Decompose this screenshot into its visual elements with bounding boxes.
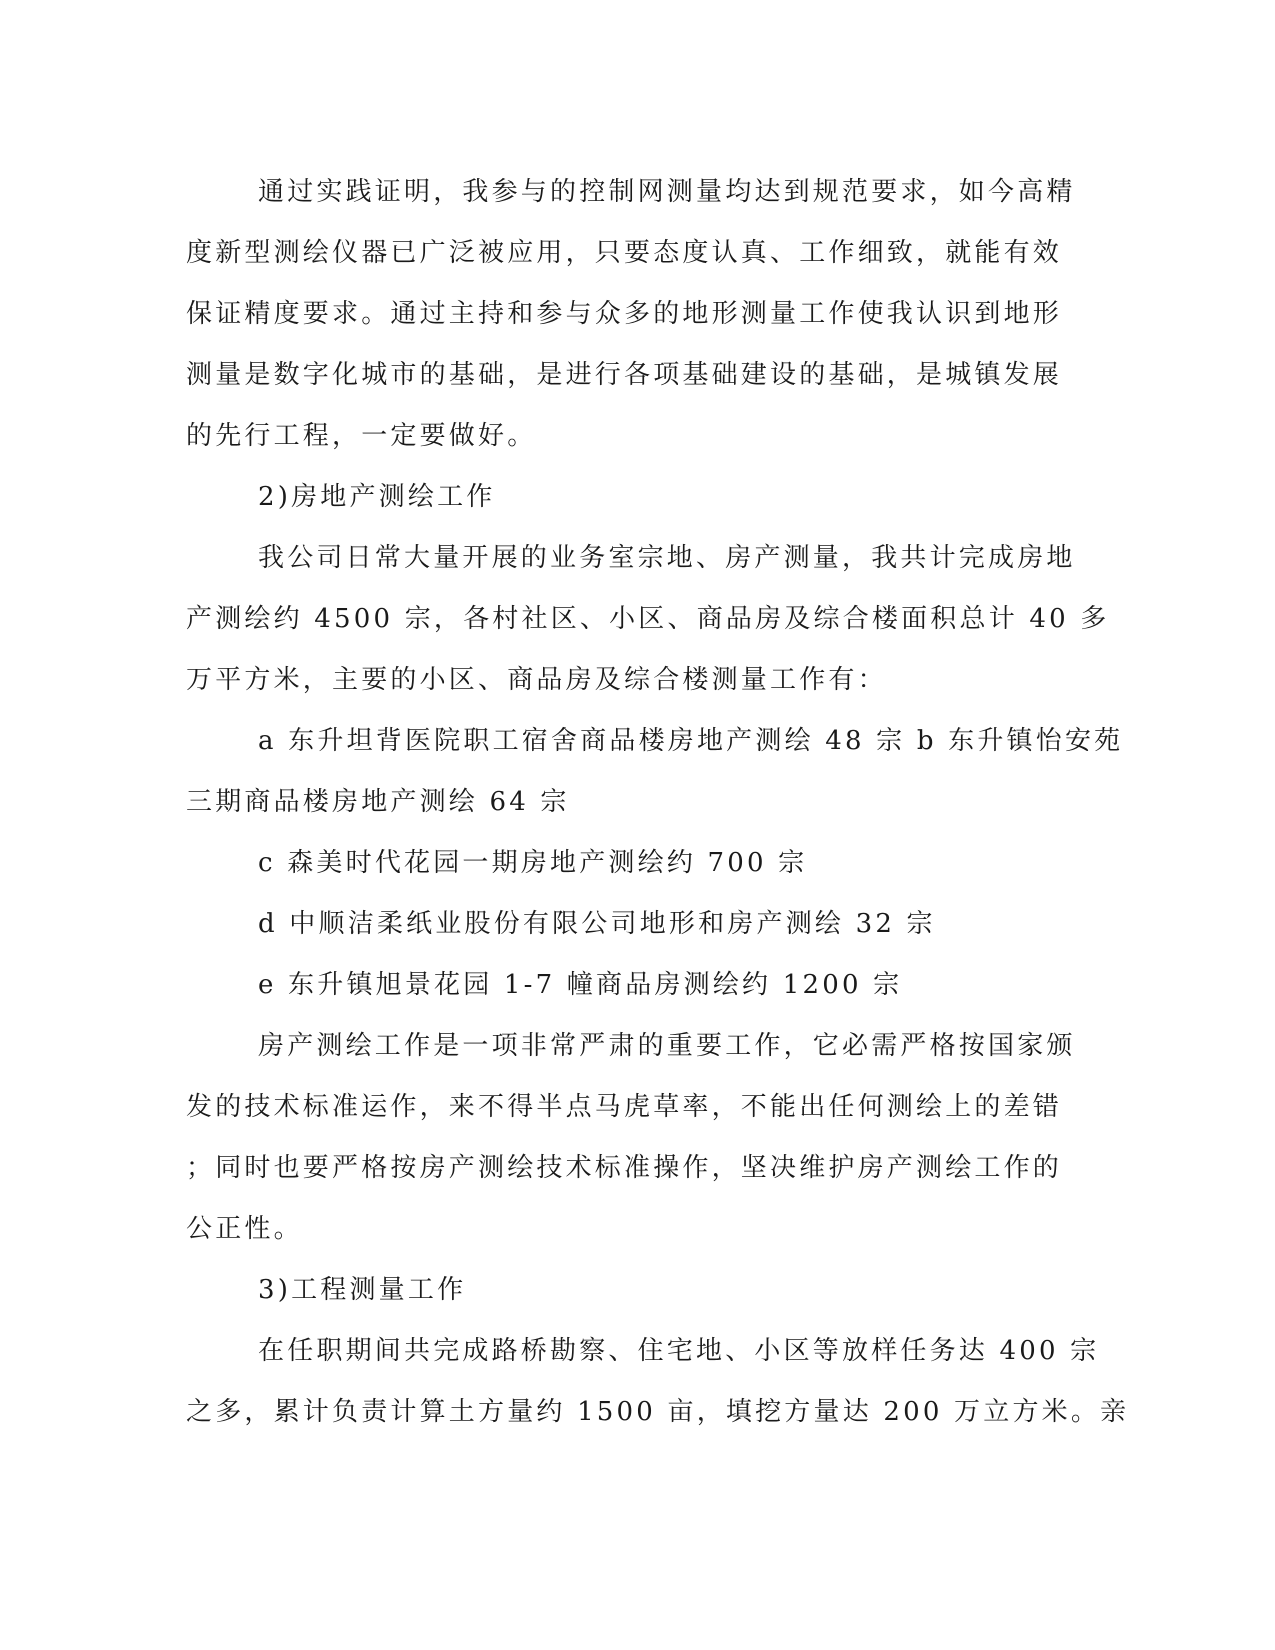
list-item: d 中顺洁柔纸业股份有限公司地形和房产测绘 32 宗	[258, 909, 936, 939]
text-line: 我公司日常大量开展的业务室宗地、房产测量，我共计完成房地	[258, 543, 1076, 573]
text-line: 之多，累计负责计算土方量约 1500 亩，填挖方量达 200 万立方米。亲	[186, 1397, 1130, 1427]
text-line: 万平方米，主要的小区、商品房及综合楼测量工作有：	[186, 665, 887, 695]
text-line: 房产测绘工作是一项非常严肃的重要工作，它必需严格按国家颁	[258, 1031, 1076, 1061]
text-line: 测量是数字化城市的基础，是进行各项基础建设的基础，是城镇发展	[186, 360, 1063, 390]
list-item: a 东升坦背医院职工宿舍商品楼房地产测绘 48 宗 b 东升镇怡安苑	[258, 726, 1124, 756]
list-item: c 森美时代花园一期房地产测绘约 700 宗	[258, 848, 808, 878]
text-line: 在任职期间共完成路桥勘察、住宅地、小区等放样任务达 400 宗	[258, 1336, 1100, 1366]
text-line: 的先行工程，一定要做好。	[186, 421, 537, 451]
list-item-continuation: 三期商品楼房地产测绘 64 宗	[186, 787, 570, 817]
section-heading-engineering: 3)工程测量工作	[258, 1275, 467, 1305]
list-item: e 东升镇旭景花园 1-7 幢商品房测绘约 1200 宗	[258, 970, 903, 1000]
text-line: 度新型测绘仪器已广泛被应用，只要态度认真、工作细致，就能有效	[186, 238, 1063, 268]
text-line: 产测绘约 4500 宗，各村社区、小区、商品房及综合楼面积总计 40 多	[186, 604, 1110, 634]
text-line: 发的技术标准运作，来不得半点马虎草率，不能出任何测绘上的差错	[186, 1092, 1063, 1122]
text-line: ；同时也要严格按房产测绘技术标准操作，坚决维护房产测绘工作的	[186, 1153, 1063, 1183]
body-text	[186, 162, 1130, 1443]
text-line: 通过实践证明，我参与的控制网测量均达到规范要求，如今高精	[258, 177, 1076, 207]
text-line: 保证精度要求。通过主持和参与众多的地形测量工作使我认识到地形	[186, 299, 1063, 329]
section-heading-real-estate: 2)房地产测绘工作	[258, 482, 496, 512]
text-line: 公正性。	[186, 1214, 303, 1244]
